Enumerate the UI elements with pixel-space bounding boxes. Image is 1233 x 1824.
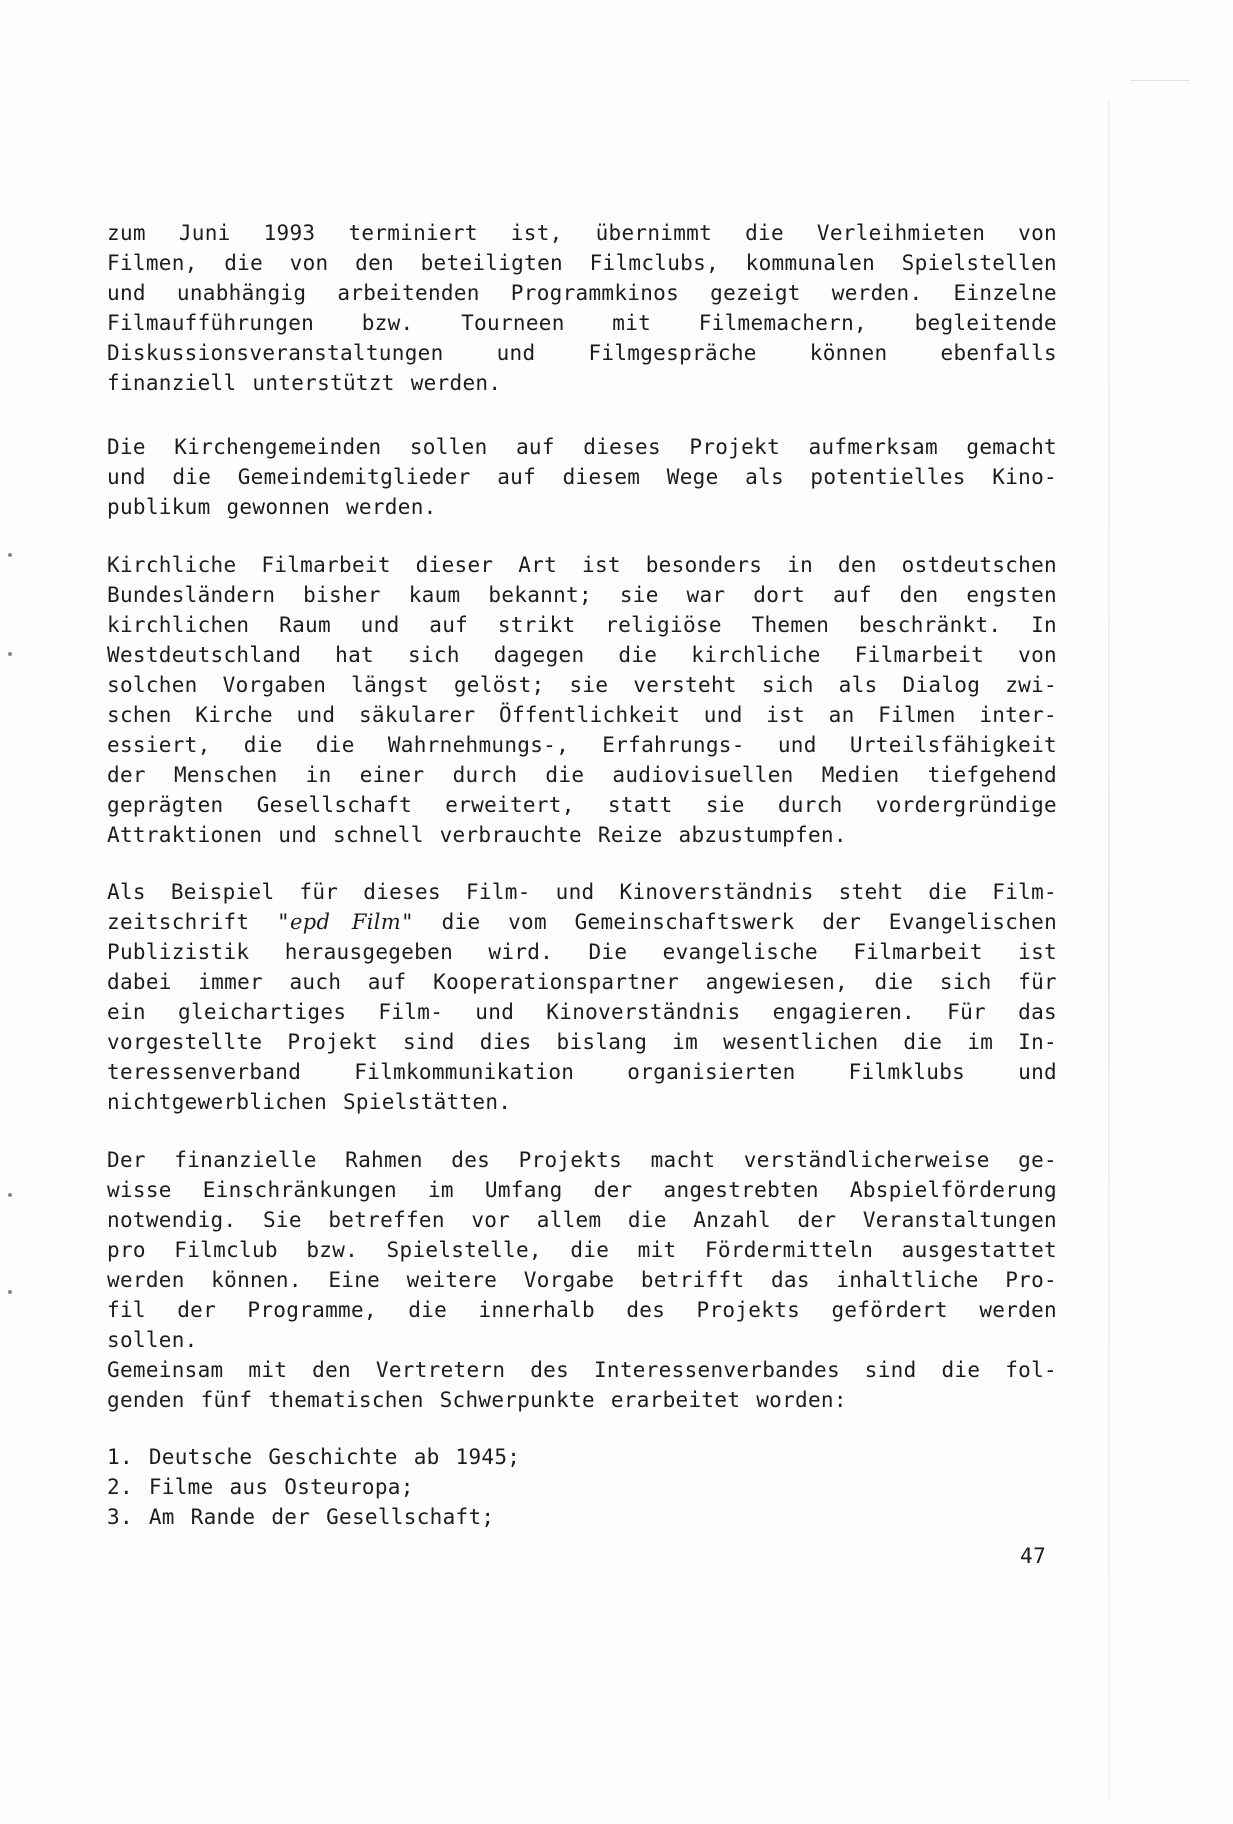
margin-mark — [8, 1193, 12, 1197]
text-line: notwendig. Sie betreffen vor allem die Anzahl der Veranstaltungen — [107, 1208, 1057, 1232]
text-line: fil der Programme, die innerhalb des Projekts gefördert werden — [107, 1298, 1057, 1322]
text-line: publikum gewonnen werden. — [107, 495, 437, 519]
text-line: genden fünf thematischen Schwerpunkte erarbeitet worden: — [107, 1388, 847, 1412]
text-line: solchen Vorgaben längst gelöst; sie versteht sich als Dialog zwi- — [107, 673, 1057, 697]
text-line: wisse Einschränkungen im Umfang der angestrebten Abspielförderung — [107, 1178, 1057, 1202]
text-line: pro Filmclub bzw. Spielstelle, die mit Fördermitteln ausgestattet — [107, 1238, 1057, 1262]
text-line: zum Juni 1993 terminiert ist, übernimmt die Verleihmieten von — [107, 221, 1057, 245]
text-line: ein gleichartiges Film- und Kinoverständnis engagieren. Für das — [107, 1000, 1057, 1024]
text-line: Filmaufführungen bzw. Tourneen mit Filmemachern, begleitende — [107, 311, 1057, 335]
text-line: Publizistik herausgegeben wird. Die evangelische Filmarbeit ist — [107, 940, 1057, 964]
list-item: 2. Filme aus Osteuropa; — [107, 1475, 414, 1499]
text-line: Gemeinsam mit den Vertretern des Interessenverbandes sind die fol- — [107, 1358, 1057, 1382]
paragraph — [107, 550, 1057, 850]
page-number: 47 — [1020, 1544, 1047, 1568]
numbered-list — [107, 1442, 520, 1532]
margin-mark — [8, 1290, 12, 1294]
page-edge-top — [1130, 80, 1190, 81]
paragraph — [107, 218, 1057, 398]
text-line: sollen. — [107, 1328, 198, 1352]
list-item: 1. Deutsche Geschichte ab 1945; — [107, 1445, 521, 1469]
paragraph — [107, 877, 1057, 1117]
text-line: Bundesländern bisher kaum bekannt; sie war dort auf den engsten — [107, 583, 1057, 607]
text-line: teressenverband Filmkommunikation organisierten Filmklubs und — [107, 1060, 1057, 1084]
text-line: Diskussionsveranstaltungen und Filmgespräche können ebenfalls — [107, 341, 1057, 365]
text-line: geprägten Gesellschaft erweitert, statt sie durch vordergründige — [107, 793, 1057, 817]
text-line: dabei immer auch auf Kooperationspartner angewiesen, die sich für — [107, 970, 1057, 994]
paragraph — [107, 1355, 1057, 1415]
margin-mark — [8, 652, 12, 656]
periodical-title: epd Film — [289, 910, 402, 934]
text-line: Filmen, die von den beteiligten Filmclubs, kommunalen Spielstellen — [107, 251, 1057, 275]
text-line: finanziell unterstützt werden. — [107, 371, 502, 395]
paragraph — [107, 1145, 1057, 1355]
text-line: Westdeutschland hat sich dagegen die kirchliche Filmarbeit von — [107, 643, 1057, 667]
paragraph — [107, 432, 1057, 522]
text-line: Der finanzielle Rahmen des Projekts macht verständlicherweise ge- — [107, 1148, 1057, 1172]
text-line: werden können. Eine weitere Vorgabe betrifft das inhaltliche Pro- — [107, 1268, 1057, 1292]
page-edge-shadow — [1108, 100, 1110, 1800]
text-line: kirchlichen Raum und auf strikt religiöse Themen beschränkt. In — [107, 613, 1057, 637]
text-line: der Menschen in einer durch die audiovisuellen Medien tiefgehend — [107, 763, 1057, 787]
text-line: Kirchliche Filmarbeit dieser Art ist besonders in den ostdeutschen — [107, 553, 1057, 577]
text-line: Als Beispiel für dieses Film- und Kinoverständnis steht die Film- — [107, 880, 1057, 904]
margin-mark — [8, 553, 12, 557]
text-line: und unabhängig arbeitenden Programmkinos gezeigt werden. Einzelne — [107, 281, 1057, 305]
text-line: Attraktionen und schnell verbrauchte Reize abzustumpfen. — [107, 823, 847, 847]
text-line: schen Kirche und säkularer Öffentlichkeit und ist an Filmen inter- — [107, 703, 1057, 727]
text-line: essiert, die die Wahrnehmungs-, Erfahrungs- und Urteilsfähigkeit — [107, 733, 1057, 757]
text-line: Die Kirchengemeinden sollen auf dieses Projekt aufmerksam gemacht — [107, 435, 1057, 459]
text-line: und die Gemeindemitglieder auf diesem Wege als potentielles Kino- — [107, 465, 1057, 489]
text-line: vorgestellte Projekt sind dies bislang im wesentlichen die im In- — [107, 1030, 1057, 1054]
list-item: 3. Am Rande der Gesellschaft; — [107, 1505, 495, 1529]
text-line: nichtgewerblichen Spielstätten. — [107, 1090, 512, 1114]
text-line: zeitschrift "epd Film" die vom Gemeinschaftswerk der Evangelischen — [107, 910, 1058, 934]
